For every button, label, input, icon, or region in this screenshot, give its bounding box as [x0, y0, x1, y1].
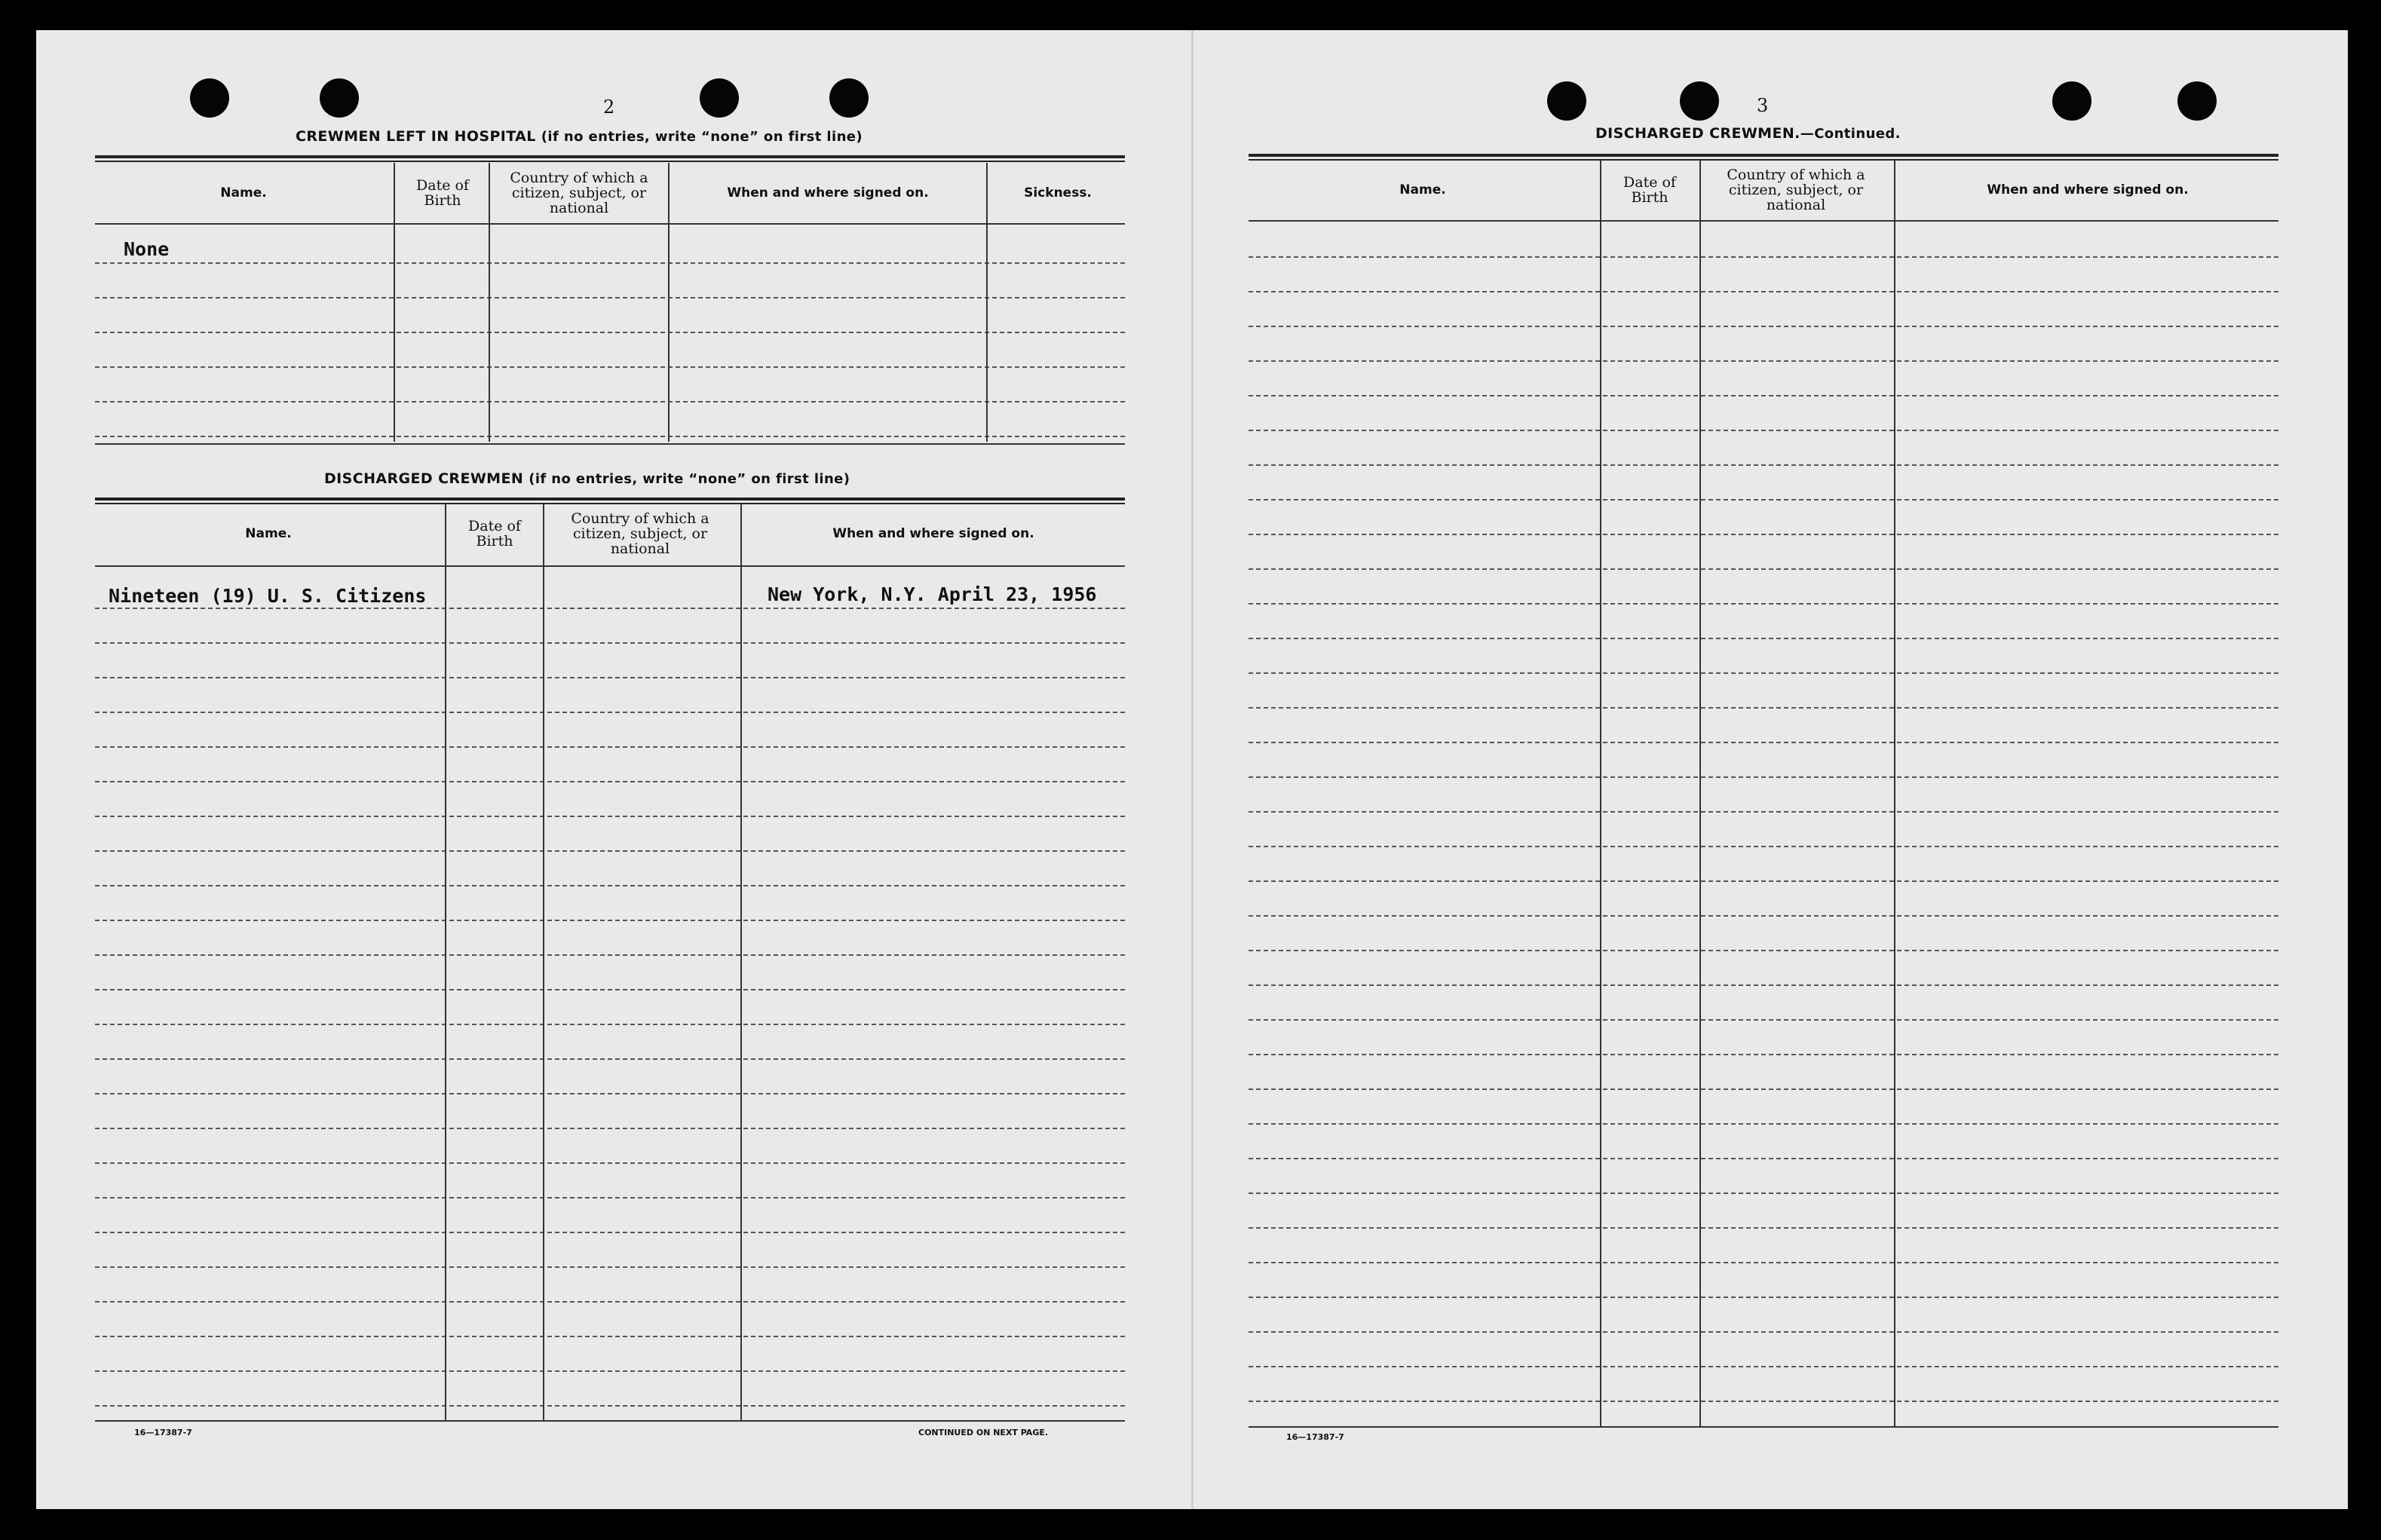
column-divider — [1600, 160, 1601, 1426]
ruled-line — [1249, 1158, 2278, 1159]
discharged-instruction: (if no entries, write “none” on first line) — [529, 471, 850, 487]
ruled-line — [1249, 672, 2278, 674]
ruled-line — [95, 332, 1125, 333]
ruled-line — [1249, 1401, 2278, 1402]
ruled-line — [1249, 880, 2278, 882]
discharged-entry-signed-on: New York, N.Y. April 23, 1956 — [768, 583, 1097, 605]
ruled-line — [1249, 326, 2278, 327]
ruled-line — [95, 677, 1125, 678]
ruled-line — [95, 436, 1125, 437]
punch-hole — [829, 78, 869, 118]
punch-hole — [320, 78, 359, 118]
column-divider — [445, 504, 446, 1420]
column-divider — [1699, 160, 1701, 1426]
right-top-rule — [1249, 154, 2278, 161]
header-rule — [95, 223, 1125, 225]
col-header-signed-on: When and where signed on. — [1987, 182, 2189, 197]
ruled-line — [1249, 1366, 2278, 1367]
ruled-line — [1249, 707, 2278, 709]
right-title-suffix: —Continued. — [1800, 126, 1901, 142]
punch-hole — [1680, 81, 1719, 121]
column-divider — [740, 504, 742, 1420]
punch-hole — [2177, 81, 2217, 121]
column-divider — [668, 163, 670, 442]
col-header-name: Name. — [1399, 182, 1446, 197]
ruled-line — [95, 954, 1125, 956]
right-title: DISCHARGED CREWMEN. — [1595, 125, 1800, 142]
discharged-top-rule — [95, 498, 1125, 504]
table-bottom-rule — [1249, 1426, 2278, 1428]
col-header-signed-on: When and where signed on. — [832, 526, 1034, 541]
ruled-line — [1249, 915, 2278, 917]
ruled-line — [95, 781, 1125, 782]
ruled-line — [1249, 534, 2278, 535]
ruled-line — [95, 850, 1125, 852]
ruled-line — [95, 642, 1125, 644]
ruled-line — [95, 712, 1125, 713]
discharged-entry-name: Nineteen (19) U. S. Citizens — [109, 585, 427, 607]
ruled-line — [1249, 603, 2278, 605]
ruled-line — [95, 1162, 1125, 1164]
column-divider — [1894, 160, 1895, 1426]
column-divider — [394, 163, 395, 442]
column-divider — [986, 163, 988, 442]
ruled-line — [1249, 638, 2278, 639]
ruled-line — [1249, 291, 2278, 292]
ruled-line — [1249, 464, 2278, 466]
ruled-line — [1249, 1054, 2278, 1055]
ruled-line — [95, 262, 1125, 264]
ruled-line — [95, 1266, 1125, 1268]
page-number: 3 — [1757, 95, 1769, 116]
ruled-line — [1249, 846, 2278, 847]
ruled-line — [1249, 568, 2278, 570]
ruled-line — [95, 1058, 1125, 1060]
hospital-title: CREWMEN LEFT IN HOSPITAL — [296, 128, 536, 145]
ruled-line — [1249, 1262, 2278, 1263]
ruled-line — [95, 989, 1125, 990]
hospital-section-title — [296, 128, 863, 145]
continued-note: CONTINUED ON NEXT PAGE. — [918, 1428, 1049, 1437]
punch-hole — [2052, 81, 2091, 121]
ruled-line — [1249, 776, 2278, 778]
ruled-line — [1249, 950, 2278, 951]
ruled-line — [95, 366, 1125, 368]
ruled-line — [1249, 1019, 2278, 1021]
ruled-line — [1249, 360, 2278, 362]
ruled-line — [95, 746, 1125, 748]
ruled-line — [1249, 1088, 2278, 1090]
ruled-line — [1249, 1297, 2278, 1298]
header-rule — [95, 565, 1125, 567]
header-rule — [1249, 220, 2278, 222]
ruled-line — [95, 1024, 1125, 1025]
ruled-line — [95, 608, 1125, 609]
punch-hole — [190, 78, 229, 118]
col-header-date-of-birth: Date of Birth — [468, 518, 521, 550]
ruled-line — [1249, 256, 2278, 258]
col-header-name: Name. — [220, 185, 267, 201]
punch-hole — [1547, 81, 1586, 121]
ruled-line — [1249, 1193, 2278, 1194]
ruled-line — [95, 1405, 1125, 1407]
col-header-country: Country of which a citizen, subject, or national — [571, 510, 709, 557]
col-header-date-of-birth: Date of Birth — [1623, 174, 1676, 206]
col-header-date-of-birth: Date of Birth — [416, 177, 469, 209]
ruled-line — [95, 1197, 1125, 1199]
hospital-bottom-rule — [95, 443, 1125, 445]
right-section-title — [1595, 125, 1901, 142]
ruled-line — [1249, 742, 2278, 743]
ruled-line — [95, 401, 1125, 403]
ruled-line — [1249, 1123, 2278, 1125]
ruled-line — [95, 920, 1125, 921]
ruled-line — [1249, 430, 2278, 431]
page-fold — [1191, 30, 1194, 1509]
ruled-line — [1249, 1331, 2278, 1333]
form-number: 16—17387-7 — [134, 1428, 192, 1437]
ruled-line — [1249, 395, 2278, 396]
discharged-section-title — [324, 470, 850, 487]
col-header-country: Country of which a citizen, subject, or national — [1727, 167, 1865, 213]
discharged-title: DISCHARGED CREWMEN — [324, 470, 524, 487]
col-header-sickness: Sickness. — [1024, 185, 1092, 201]
ruled-line — [95, 297, 1125, 299]
punch-hole — [700, 78, 739, 118]
ruled-line — [95, 1232, 1125, 1233]
ruled-line — [95, 1128, 1125, 1129]
column-divider — [489, 163, 490, 442]
table-bottom-rule — [95, 1420, 1125, 1422]
hospital-entry-name: None — [124, 238, 170, 260]
hospital-top-rule — [95, 155, 1125, 162]
ruled-line — [95, 1093, 1125, 1095]
ruled-line — [1249, 499, 2278, 501]
ruled-line — [95, 1301, 1125, 1303]
page-number: 2 — [603, 96, 615, 118]
ruled-line — [1249, 984, 2278, 986]
ruled-line — [95, 1370, 1125, 1372]
ruled-line — [1249, 811, 2278, 813]
ruled-line — [95, 816, 1125, 817]
col-header-country: Country of which a citizen, subject, or national — [510, 170, 648, 216]
ruled-line — [95, 885, 1125, 886]
ruled-line — [95, 1336, 1125, 1337]
column-divider — [543, 504, 544, 1420]
col-header-signed-on: When and where signed on. — [727, 185, 929, 201]
hospital-instruction: (if no entries, write “none” on first line) — [541, 129, 863, 145]
form-number: 16—17387-7 — [1286, 1432, 1344, 1442]
col-header-name: Name. — [245, 526, 292, 541]
ruled-line — [1249, 1227, 2278, 1229]
